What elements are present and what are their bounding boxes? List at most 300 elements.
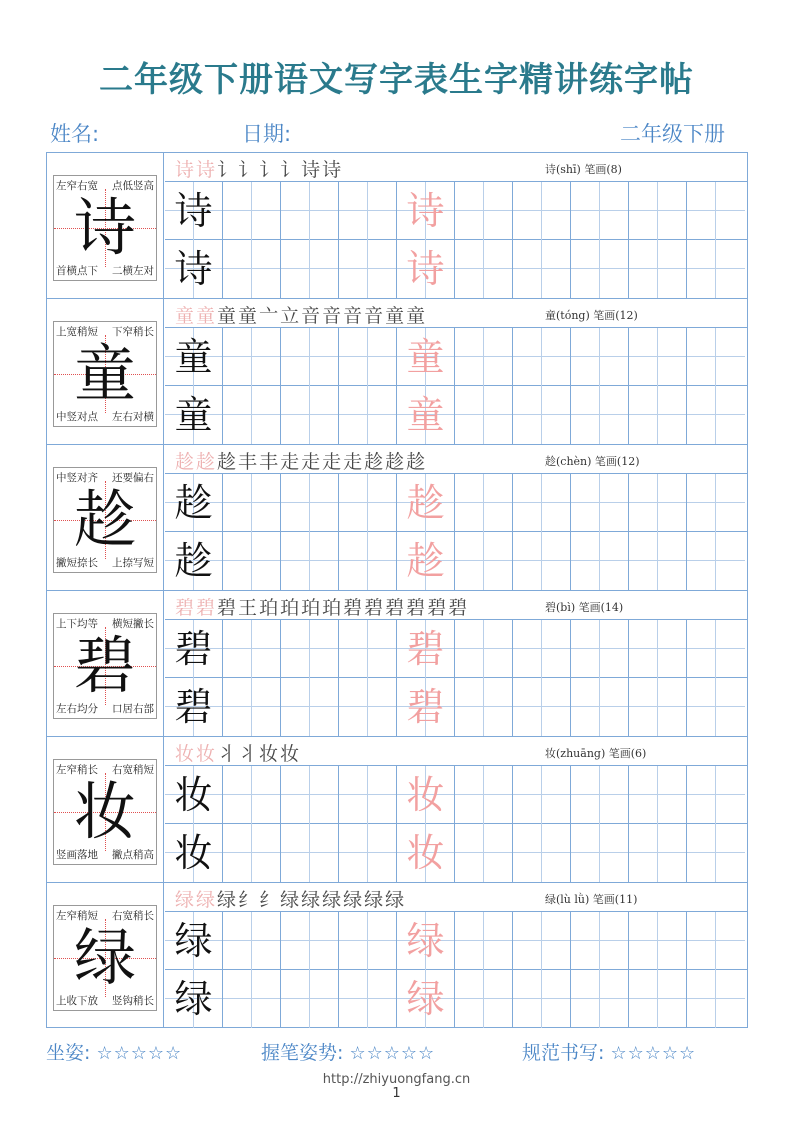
practice-cell[interactable] [339,474,397,532]
practice-cell[interactable] [513,620,571,678]
practice-cell[interactable] [281,678,339,736]
writing-tip: 右宽稍短 [112,764,154,776]
stroke-step: 走 [343,451,365,473]
practice-cell[interactable] [397,386,455,444]
stroke-step: 王 [238,597,260,619]
practice-cell[interactable] [223,766,281,824]
practice-cell[interactable] [165,386,223,444]
practice-row [165,386,747,444]
practice-cell[interactable] [687,240,745,298]
practice-cell[interactable] [281,532,339,590]
practice-cell[interactable] [223,824,281,882]
writing-tip: 中竖对点 [56,411,98,423]
practice-cell[interactable] [571,912,629,970]
writing-tip: 上宽稍短 [56,326,98,338]
stroke-sequence [175,301,427,328]
writing-tip: 首横点下 [56,265,98,277]
practice-cell[interactable] [397,532,455,590]
stroke-step: 丰 [259,451,281,473]
trace-character: 碧 [406,685,445,729]
demo-box [53,613,157,719]
pinyin-stroke-info: 绿(lù lǜ) 笔画(11) [545,893,638,906]
trace-character: 妆 [406,773,445,817]
practice-cell[interactable] [455,182,513,240]
practice-cell[interactable] [513,240,571,298]
page-title: 二年级下册语文写字表生字精讲练字帖 [99,60,694,100]
practice-cell[interactable] [629,182,687,240]
stroke-sequence [175,155,343,182]
stroke-step: 绿 [385,889,407,911]
writing-tip: 下窄稍长 [112,326,154,338]
model-character: 童 [174,335,213,379]
writing-tip: 右宽稍长 [112,910,154,922]
writing-tip: 撇短捺长 [56,557,98,569]
practice-cell[interactable] [513,532,571,590]
practice-cell[interactable] [687,532,745,590]
character-block [47,591,747,737]
stroke-step: 绿 [175,889,197,911]
practice-cell[interactable] [629,532,687,590]
practice-cell[interactable] [223,678,281,736]
model-character: 趁 [174,481,213,525]
practice-cell[interactable] [629,970,687,1028]
pinyin-stroke-info: 童(tóng) 笔画(12) [545,309,638,322]
demo-column [47,737,164,882]
stroke-step: 碧 [175,597,197,619]
practice-cell[interactable] [223,240,281,298]
practice-row [165,824,747,882]
stroke-step: 走 [301,451,323,473]
practice-cell[interactable] [629,328,687,386]
demo-column [47,883,164,1028]
stroke-step: 丰 [238,451,260,473]
stroke-step: 妆 [259,743,281,765]
stroke-step: 碧 [217,597,239,619]
practice-cell[interactable] [397,824,455,882]
stroke-step: 讠 [238,159,260,181]
practice-cell[interactable] [455,328,513,386]
writing-rating [522,1038,696,1065]
practice-cell[interactable] [165,824,223,882]
practice-cell[interactable] [281,766,339,824]
writing-tip: 竖钩稍长 [112,995,154,1007]
practice-cell[interactable] [397,474,455,532]
stroke-step: 碧 [406,597,428,619]
stroke-step: 绿 [322,889,344,911]
practice-cell[interactable] [223,532,281,590]
posture-rating [46,1038,182,1065]
stroke-step: 趁 [406,451,428,473]
stroke-step: 诗 [196,159,218,181]
stroke-step: 趁 [175,451,197,473]
pinyin-stroke-info: 趁(chèn) 笔画(12) [545,455,640,468]
practice-cell[interactable] [513,182,571,240]
practice-row [165,912,747,970]
practice-cell[interactable] [687,970,745,1028]
stroke-step: 妆 [175,743,197,765]
stroke-step: 碧 [427,597,449,619]
writing-tip: 上下均等 [56,618,98,630]
practice-cell[interactable] [687,386,745,444]
practice-sheet [46,152,748,1028]
practice-cell[interactable] [513,386,571,444]
practice-cell[interactable] [165,182,223,240]
practice-cell[interactable] [455,766,513,824]
writing-stars[interactable]: ☆☆☆☆☆ [610,1043,697,1064]
practice-cell[interactable] [455,240,513,298]
practice-cell[interactable] [281,970,339,1028]
practice-cell[interactable] [455,474,513,532]
model-character: 绿 [174,919,213,963]
character-block [47,737,747,883]
practice-cell[interactable] [281,620,339,678]
stroke-step: 碧 [448,597,470,619]
grade-label: 二年级下册 [620,122,725,146]
stroke-sequence [175,447,427,474]
practice-cell[interactable] [165,912,223,970]
practice-cell[interactable] [397,912,455,970]
practice-cell[interactable] [513,766,571,824]
stroke-sequence [175,593,469,620]
writing-tip: 左窄稍长 [56,764,98,776]
practice-cell[interactable] [571,474,629,532]
demo-column [47,153,164,298]
demo-box [53,321,157,427]
stroke-step: 趁 [196,451,218,473]
practice-row [165,620,747,678]
practice-cell[interactable] [339,766,397,824]
stroke-step: 趁 [385,451,407,473]
demo-box [53,175,157,281]
pinyin-stroke-info: 诗(shī) 笔画(8) [545,163,622,176]
stroke-order-row [165,737,747,766]
practice-cell[interactable] [687,620,745,678]
practice-row [165,328,747,386]
stroke-step: 讠 [217,159,239,181]
practice-cell[interactable] [165,328,223,386]
practice-cell[interactable] [571,386,629,444]
practice-cell[interactable] [397,240,455,298]
practice-cell[interactable] [281,182,339,240]
stroke-step: 绿 [364,889,386,911]
stroke-step: 走 [280,451,302,473]
practice-cell[interactable] [629,620,687,678]
practice-cell[interactable] [513,970,571,1028]
practice-grid [165,912,747,1028]
writing-tip: 上收下放 [56,995,98,1007]
demo-box [53,759,157,865]
demo-box [53,467,157,573]
stroke-step: 走 [322,451,344,473]
practice-cell[interactable] [687,678,745,736]
practice-cell[interactable] [455,678,513,736]
writing-tip: 中竖对齐 [56,472,98,484]
practice-cell[interactable] [571,970,629,1028]
trace-character: 童 [406,335,445,379]
stroke-order-row [165,299,747,328]
practice-cell[interactable] [165,766,223,824]
demo-character: 童 [73,337,136,410]
writing-tip: 左窄右宽 [56,180,98,192]
demo-character: 趁 [73,483,136,556]
stroke-step: 碧 [385,597,407,619]
practice-cell[interactable] [339,386,397,444]
posture-stars[interactable]: ☆☆☆☆☆ [96,1043,183,1064]
character-block [47,299,747,445]
demo-box [53,905,157,1011]
practice-cell[interactable] [281,912,339,970]
stroke-order-row [165,883,747,912]
model-character: 碧 [174,685,213,729]
practice-cell[interactable] [339,970,397,1028]
practice-cell[interactable] [165,678,223,736]
stroke-step: 童 [238,305,260,327]
name-label: 姓名: [50,122,100,146]
practice-row [165,474,747,532]
demo-character: 绿 [73,921,136,994]
stroke-step: 妆 [196,743,218,765]
practice-cell[interactable] [571,766,629,824]
stroke-step: 珀 [301,597,323,619]
practice-cell[interactable] [629,678,687,736]
practice-cell[interactable] [223,386,281,444]
practice-cell[interactable] [397,328,455,386]
trace-character: 童 [406,393,445,437]
model-character: 诗 [174,189,213,233]
practice-cell[interactable] [339,824,397,882]
trace-character: 绿 [406,977,445,1021]
stroke-step: 讠 [259,159,281,181]
stroke-step: 音 [364,305,386,327]
stroke-step: 音 [343,305,365,327]
practice-cell[interactable] [339,532,397,590]
practice-cell[interactable] [571,824,629,882]
stroke-step: 碧 [364,597,386,619]
practice-cell[interactable] [223,970,281,1028]
practice-cell[interactable] [687,912,745,970]
stroke-step: 绿 [280,889,302,911]
writing-tip: 上捺写短 [112,557,154,569]
stroke-step: 珀 [322,597,344,619]
stroke-sequence [175,885,406,912]
writing-tip: 二横左对 [112,265,154,277]
practice-cell[interactable] [281,240,339,298]
character-block [47,445,747,591]
practice-cell[interactable] [223,182,281,240]
posture-label: 坐姿: [46,1042,91,1064]
date-label: 日期: [242,122,292,146]
trace-character: 绿 [406,919,445,963]
practice-cell[interactable] [281,386,339,444]
stroke-step: 绿 [301,889,323,911]
stroke-step: 立 [280,305,302,327]
practice-cell[interactable] [165,970,223,1028]
stroke-order-row [165,591,747,620]
stroke-order-row [165,445,747,474]
practice-cell[interactable] [513,824,571,882]
grip-rating [261,1038,435,1065]
stroke-step: 讠 [280,159,302,181]
stroke-order-row [165,153,747,182]
writing-tip: 点低竖高 [112,180,154,192]
practice-cell[interactable] [281,824,339,882]
practice-grid [165,182,747,298]
practice-cell[interactable] [281,328,339,386]
practice-cell[interactable] [339,620,397,678]
practice-cell[interactable] [571,182,629,240]
practice-cell[interactable] [513,328,571,386]
practice-cell[interactable] [571,240,629,298]
demo-character: 诗 [73,191,136,264]
demo-character: 妆 [73,775,136,848]
stroke-step: 亠 [259,305,281,327]
stroke-step: 碧 [196,597,218,619]
trace-character: 趁 [406,539,445,583]
stroke-step: 音 [322,305,344,327]
practice-cell[interactable] [397,182,455,240]
demo-column [47,591,164,736]
demo-character: 碧 [73,629,136,702]
practice-cell[interactable] [397,970,455,1028]
character-block [47,883,747,1029]
writing-tip: 左窄稍短 [56,910,98,922]
practice-cell[interactable] [629,766,687,824]
practice-cell[interactable] [339,328,397,386]
stroke-step: 丬 [238,743,260,765]
practice-cell[interactable] [687,766,745,824]
stroke-step: 趁 [217,451,239,473]
practice-row [165,532,747,590]
practice-cell[interactable] [629,386,687,444]
practice-row [165,182,747,240]
practice-cell[interactable] [571,620,629,678]
practice-cell[interactable] [455,824,513,882]
stroke-step: 童 [217,305,239,327]
practice-cell[interactable] [571,678,629,736]
practice-cell[interactable] [223,474,281,532]
practice-cell[interactable] [629,240,687,298]
grip-label: 握笔姿势: [261,1042,344,1064]
practice-row [165,678,747,736]
model-character: 妆 [174,831,213,875]
practice-cell[interactable] [687,182,745,240]
practice-cell[interactable] [339,678,397,736]
model-character: 绿 [174,977,213,1021]
model-character: 诗 [174,247,213,291]
stroke-step: 丬 [217,743,239,765]
practice-cell[interactable] [165,532,223,590]
practice-cell[interactable] [629,824,687,882]
practice-cell[interactable] [455,386,513,444]
practice-grid [165,474,747,590]
stroke-step: 诗 [301,159,323,181]
practice-cell[interactable] [571,328,629,386]
stroke-step: 碧 [343,597,365,619]
stroke-step: 珀 [280,597,302,619]
practice-cell[interactable] [629,474,687,532]
writing-tip: 竖画落地 [56,849,98,861]
trace-character: 妆 [406,831,445,875]
stroke-step: 绿 [196,889,218,911]
practice-grid [165,328,747,444]
stroke-step: 趁 [364,451,386,473]
practice-cell[interactable] [339,182,397,240]
demo-column [47,445,164,590]
practice-row [165,240,747,298]
stroke-step: 诗 [175,159,197,181]
practice-cell[interactable] [455,912,513,970]
practice-cell[interactable] [397,766,455,824]
practice-cell[interactable] [455,970,513,1028]
stroke-step: 童 [196,305,218,327]
practice-cell[interactable] [223,620,281,678]
practice-cell[interactable] [687,328,745,386]
practice-cell[interactable] [165,620,223,678]
practice-grid [165,620,747,736]
source-url: http://zhiyuongfang.cn [322,1072,471,1087]
practice-row [165,766,747,824]
stroke-step: 绿 [217,889,239,911]
practice-cell[interactable] [513,678,571,736]
practice-cell[interactable] [397,678,455,736]
stroke-step: 珀 [259,597,281,619]
practice-cell[interactable] [223,912,281,970]
practice-cell[interactable] [339,912,397,970]
trace-character: 诗 [406,247,445,291]
practice-cell[interactable] [513,474,571,532]
practice-cell[interactable] [687,474,745,532]
practice-cell[interactable] [397,620,455,678]
stroke-step: 妆 [280,743,302,765]
practice-cell[interactable] [339,240,397,298]
practice-cell[interactable] [223,328,281,386]
model-character: 碧 [174,627,213,671]
practice-cell[interactable] [455,620,513,678]
pinyin-stroke-info: 妆(zhuāng) 笔画(6) [545,747,647,760]
model-character: 妆 [174,773,213,817]
stroke-step: 纟 [238,889,260,911]
practice-cell[interactable] [629,912,687,970]
stroke-step: 童 [406,305,428,327]
writing-tip: 还要偏右 [112,472,154,484]
stroke-step: 诗 [322,159,344,181]
stroke-step: 音 [301,305,323,327]
practice-cell[interactable] [571,532,629,590]
practice-cell[interactable] [281,474,339,532]
practice-row [165,970,747,1028]
writing-tip: 口居右部 [112,703,154,715]
practice-cell[interactable] [455,532,513,590]
practice-grid [165,766,747,882]
demo-column [47,299,164,444]
practice-cell[interactable] [687,824,745,882]
model-character: 童 [174,393,213,437]
pinyin-stroke-info: 碧(bì) 笔画(14) [545,601,624,614]
practice-cell[interactable] [165,240,223,298]
writing-tip: 左右均分 [56,703,98,715]
page-number: 1 [392,1086,401,1101]
practice-cell[interactable] [513,912,571,970]
practice-cell[interactable] [165,474,223,532]
model-character: 趁 [174,539,213,583]
stroke-step: 童 [385,305,407,327]
grip-stars[interactable]: ☆☆☆☆☆ [349,1043,436,1064]
character-block [47,153,747,299]
writing-label: 规范书写: [522,1042,605,1064]
trace-character: 碧 [406,627,445,671]
trace-character: 诗 [406,189,445,233]
writing-tip: 横短撇长 [112,618,154,630]
